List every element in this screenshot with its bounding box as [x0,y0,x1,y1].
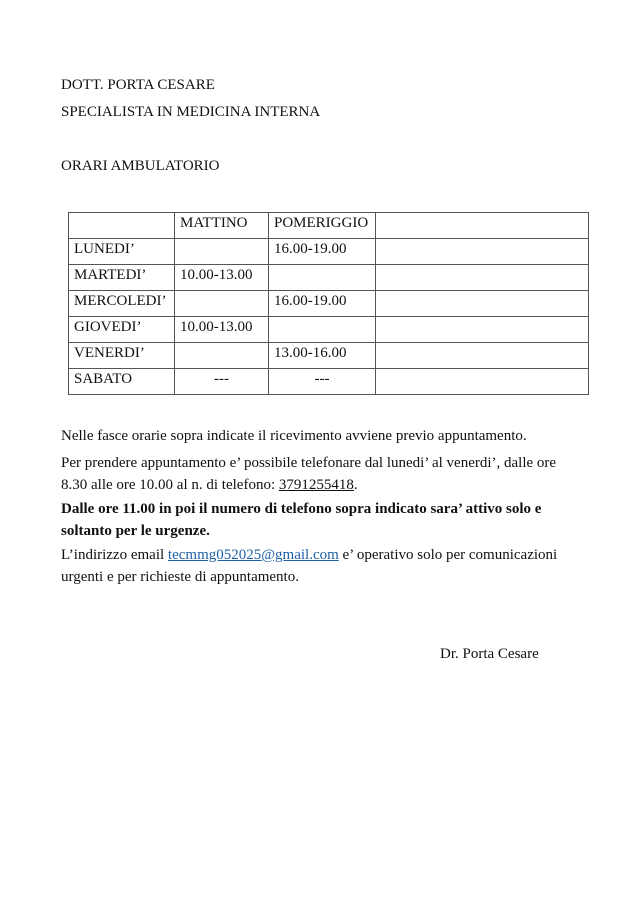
afternoon-cell [269,317,376,343]
extra-cell [376,317,589,343]
afternoon-cell: --- [269,369,376,395]
phone-note [61,452,561,496]
urgent-note [61,498,561,542]
extra-cell [376,265,589,291]
email-note-line2: urgenti e per richieste di appuntamento. [61,569,299,585]
email-link[interactable]: tecmmg052025@gmail.com [167,547,339,563]
day-cell: MERCOLEDI’ [69,291,175,317]
afternoon-cell: 16.00-19.00 [269,239,376,265]
extra-cell [376,369,589,395]
extra-cell [376,239,589,265]
column-header: POMERIGGIO [269,213,376,239]
email-note-suffix: e’ operativo solo per comunicazioni [338,547,558,563]
doctor-name: DOTT. PORTA CESARE [61,77,215,93]
urgent-note-line1: Dalle ore 11.00 in poi il numero di telefono sopra indicato sara’ attivo solo e [61,501,542,517]
phone-note-line1: Per prendere appuntamento e’ possibile telefonare dal lunedi’ al venerdi’, dalle ore [61,455,557,471]
column-header [376,213,589,239]
afternoon-cell: 16.00-19.00 [269,291,376,317]
email-note-prefix: L’indirizzo email [61,547,168,563]
phone-note-prefix: 8.30 alle ore 10.00 al n. di telefono: [61,477,279,493]
table-row [69,343,589,369]
extra-cell [376,291,589,317]
signature: Dr. Porta Cesare [440,646,539,662]
morning-cell [175,239,269,265]
appointment-note [61,425,561,447]
day-cell: MARTEDI’ [69,265,175,291]
extra-cell [376,343,589,369]
phone-number-link[interactable]: 3791255418 [278,477,354,493]
table-row [69,317,589,343]
morning-cell: 10.00-13.00 [175,265,269,291]
table-row [69,369,589,395]
column-header: MATTINO [175,213,269,239]
appointment-note-text: Nelle fasce orarie sopra indicate il ricevimento avviene previo appuntamento. [61,428,527,444]
day-cell: GIOVEDI’ [69,317,175,343]
schedule-title: ORARI AMBULATORIO [61,158,220,174]
morning-cell [175,291,269,317]
table-row [69,265,589,291]
day-cell: SABATO [69,369,175,395]
email-note-line1 [61,544,561,566]
doctor-specialty: SPECIALISTA IN MEDICINA INTERNA [61,104,321,120]
phone-note-line2 [61,474,561,496]
day-cell: VENERDI’ [69,343,175,369]
urgent-note-line2: soltanto per le urgenze. [61,523,210,539]
phone-note-suffix: . [353,477,358,493]
email-note [61,544,561,588]
afternoon-cell [269,265,376,291]
schedule-table [68,212,589,395]
table-row [69,239,589,265]
day-cell: LUNEDI’ [69,239,175,265]
column-header [69,213,175,239]
morning-cell: 10.00-13.00 [175,317,269,343]
afternoon-cell: 13.00-16.00 [269,343,376,369]
table-row [69,291,589,317]
morning-cell [175,343,269,369]
morning-cell: --- [175,369,269,395]
table-header-row [69,213,589,239]
